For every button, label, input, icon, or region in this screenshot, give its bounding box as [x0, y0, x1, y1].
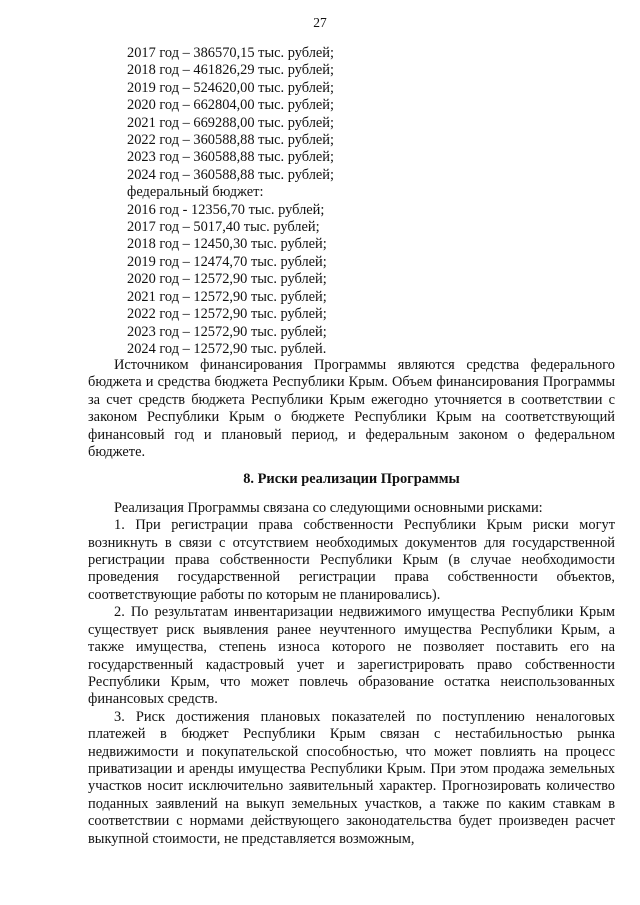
federal-line-2016: 2016 год - 12356,70 тыс. рублей; — [127, 201, 325, 218]
federal-line-2020: 2020 год – 12572,90 тыс. рублей; — [127, 271, 327, 288]
funding-list — [127, 45, 527, 358]
budget-line-2020: 2020 год – 662804,00 тыс. рублей; — [127, 97, 334, 114]
budget-line-2021: 2021 год – 669288,00 тыс. рублей; — [127, 114, 334, 131]
page-number: 27 — [313, 15, 327, 30]
budget-line-2024: 2024 год – 360588,88 тыс. рублей; — [127, 166, 334, 183]
budget-line-2017: 2017 год – 386570,15 тыс. рублей; — [127, 45, 334, 61]
risk-paragraph-1: 1. При регистрации права собственности Республики Крым риски могут возникнуть в связи с отсутствием необходимых документов для государственной регистрации права собственности Республики Крым (в случае необходимости проведения государственной регистрации права собственности объектов, соответствующие работы по которым не планировались). — [88, 517, 615, 603]
section-heading: 8. Риски реализации Программы — [243, 471, 460, 488]
body-text — [88, 357, 615, 848]
budget-line-2022: 2022 год – 360588,88 тыс. рублей; — [127, 132, 334, 149]
federal-line-2019: 2019 год – 12474,70 тыс. рублей; — [127, 253, 327, 270]
budget-line-2023: 2023 год – 360588,88 тыс. рублей; — [127, 149, 334, 166]
federal-line-2017: 2017 год – 5017,40 тыс. рублей; — [127, 219, 320, 236]
federal-budget-label: федеральный бюджет: — [127, 184, 264, 201]
risks-intro-paragraph: Реализация Программы связана со следующими основными рисками: — [114, 499, 543, 516]
budget-line-2019: 2019 год – 524620,00 тыс. рублей; — [127, 79, 334, 96]
risk-paragraph-2: 2. По результатам инвентаризации недвижимого имущества Республики Крым существует риск выявления ранее неучтенного имущества Республики Крым, а также имущества, степень износа которого не позволяет поставить его на государственный кадастровый учет и зарегистрировать право собственности Республики Крым, что может повлечь образование остатка неиспользованных финансовых средств. — [88, 604, 615, 708]
federal-line-2018: 2018 год – 12450,30 тыс. рублей; — [127, 236, 327, 253]
funding-source-paragraph: Источником финансирования Программы являются средства федерального бюджета и средства бюджета Республики Крым. Объем финансирования Программы за счет средств бюджета Республики Крым ежегодно уточняется в соответствии с законом Республики Крым о бюджете Республики Крым на соответствующий финансовый год и плановый период, и федеральным законом о федеральном бюджете. — [88, 357, 615, 461]
risk-paragraph-3: 3. Риск достижения плановых показателей по поступлению неналоговых платежей в бюджет Республики Крым связан с нестабильностью рынка недвижимости и покупательской способностью, что может повлиять на процесс приватизации и аренды имущества Республики Крым. При этом продажа земельных участков носит исключительно заявительный характер. Прогнозировать количество поданных заявлений на выкуп земельных участков, а также по каким ставкам в соответствии с нормами действующего законодательства будет произведен расчет выкупной стоимости, не представляется возможным, — [88, 708, 615, 847]
federal-line-2022: 2022 год – 12572,90 тыс. рублей; — [127, 306, 327, 323]
federal-line-2023: 2023 год – 12572,90 тыс. рублей; — [127, 323, 327, 340]
federal-line-2024: 2024 год – 12572,90 тыс. рублей. — [127, 340, 327, 357]
federal-line-2021: 2021 год – 12572,90 тыс. рублей; — [127, 288, 327, 305]
budget-line-2018: 2018 год – 461826,29 тыс. рублей; — [127, 62, 334, 79]
